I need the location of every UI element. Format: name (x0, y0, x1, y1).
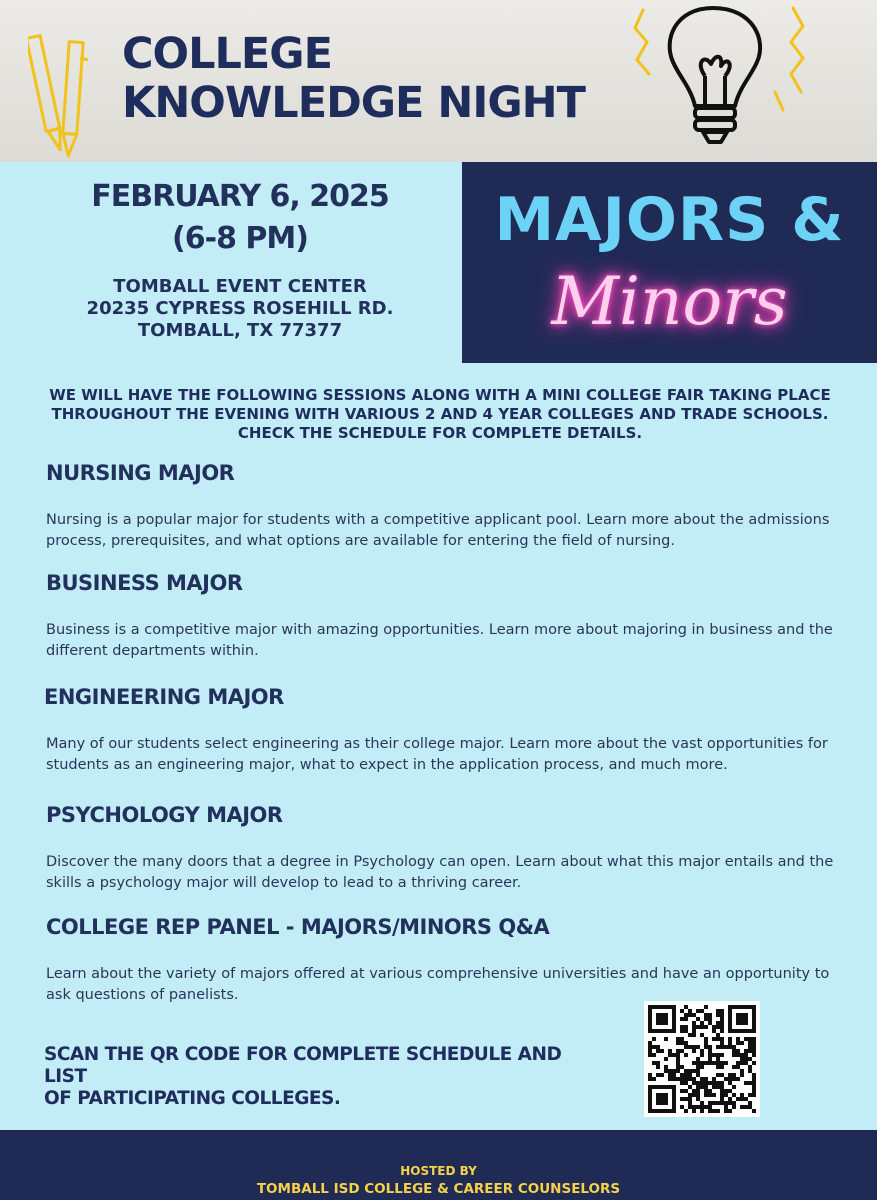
session-description: Business is a competitive major with amazing opportunities. Learn more about majoring in business and the different departments within. (46, 622, 833, 659)
pencils-icon (28, 28, 98, 163)
majors-minors-banner (462, 162, 877, 363)
event-time: (6-8 PM) (172, 221, 308, 256)
qr-instructions (44, 1044, 604, 1110)
session-title: ENGINEERING MAJOR (44, 685, 284, 709)
session-nursing (46, 460, 836, 552)
session-psychology (46, 802, 836, 894)
lightbulb-icon (625, 0, 815, 160)
session-title: NURSING MAJOR (46, 461, 235, 485)
session-description: Many of our students select engineering as their college major. Learn more about the vast opportunities for students as an engineering major, what to expect in the application process, and much more. (46, 736, 828, 773)
session-engineering (44, 684, 834, 776)
footer-host-name: TOMBALL ISD COLLEGE & CAREER COUNSELORS (256, 1181, 621, 1197)
session-title: COLLEGE REP PANEL - MAJORS/MINORS Q&A (46, 915, 550, 939)
venue-city: TOMBALL, TX 77377 (137, 320, 343, 341)
session-title: BUSINESS MAJOR (46, 571, 243, 595)
title-line-1: COLLEGE (122, 29, 332, 79)
title-line-2: KNOWLEDGE NIGHT (122, 78, 585, 128)
session-title: PSYCHOLOGY MAJOR (46, 803, 283, 827)
intro-line-3: CHECK THE SCHEDULE FOR COMPLETE DETAILS. (237, 424, 643, 442)
session-description: Nursing is a popular major for students with a competitive applicant pool. Learn more about the admissions process, prerequisites, and what options are available for entering the field of nursing. (46, 512, 830, 549)
footer (0, 1130, 877, 1200)
qr-code-pattern (648, 1005, 756, 1113)
session-description: Learn about the variety of majors offered at various comprehensive universities and have an opportunity to ask questions of panelists. (46, 966, 830, 1003)
intro-text (40, 386, 840, 443)
intro-line-2: THROUGHOUT THE EVENING WITH VARIOUS 2 AND 4 YEAR COLLEGES AND TRADE SCHOOLS. (51, 405, 829, 423)
session-description: Discover the many doors that a degree in Psychology can open. Learn about what this major entails and the skills a psychology major will develop to lead to a thriving career. (46, 854, 834, 891)
session-rep-panel (46, 914, 836, 1006)
venue-name: TOMBALL EVENT CENTER (113, 276, 367, 297)
venue-street: 20235 CYPRESS ROSEHILL RD. (86, 298, 394, 319)
session-business (46, 570, 836, 662)
intro-line-1: WE WILL HAVE THE FOLLOWING SESSIONS ALONG WITH A MINI COLLEGE FAIR TAKING PLACE (49, 386, 831, 404)
header-band (0, 0, 877, 162)
qr-instructions-line-2: OF PARTICIPATING COLLEGES. (44, 1088, 341, 1109)
footer-hosted-by: HOSTED BY (400, 1164, 477, 1178)
event-date: FEBRUARY 6, 2025 (91, 179, 389, 214)
qr-code[interactable] (644, 1001, 760, 1117)
qr-instructions-line-1: SCAN THE QR CODE FOR COMPLETE SCHEDULE AND LIST (44, 1044, 562, 1087)
event-details (40, 176, 440, 342)
banner-minors-neon-text: Minors (551, 263, 788, 340)
event-venue (40, 276, 440, 342)
banner-majors-text: MAJORS & (494, 185, 845, 255)
page-title (122, 30, 585, 128)
